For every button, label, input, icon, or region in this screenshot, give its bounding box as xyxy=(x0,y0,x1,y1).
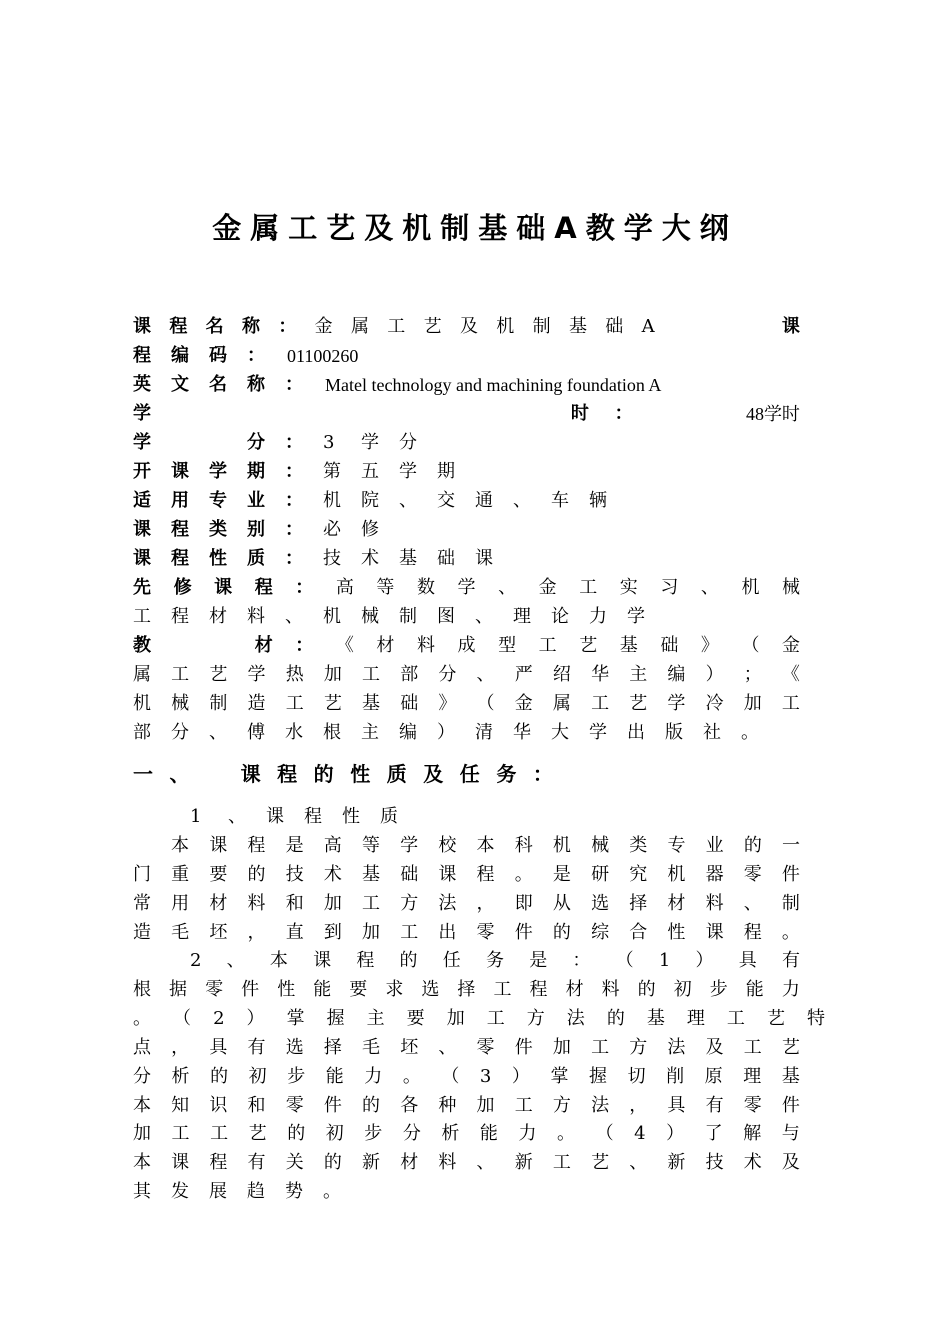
nature-body-3: 常 用 材 料 和 加 工 方 法 ， 即 从 选 择 材 料 、 制 xyxy=(133,893,800,914)
textbook-line-2: 属 工 艺 学 热 加 工 部 分 、 严 绍 华 主 编 ） ； 《 xyxy=(133,664,800,685)
textbook-line-3: 机 械 制 造 工 艺 基 础 》 （ 金 属 工 艺 学 冷 加 工 xyxy=(133,693,800,714)
task-body-9: 其 发 展 趋 势 。 xyxy=(133,1181,341,1202)
hours-line: 学 时 ： 48学时 xyxy=(133,403,800,424)
task-body-8: 本 课 程 有 关 的 新 材 料 、 新 工 艺 、 新 技 术 及 xyxy=(133,1152,800,1173)
nature-subtitle: 1 、 课 程 性 质 xyxy=(190,806,398,827)
prereq-line-2: 工 程 材 料 、 机 械 制 图 、 理 论 力 学 xyxy=(133,606,645,627)
task-body-5: 分 析 的 初 步 能 力 。 （ 3 ） 掌 握 切 削 原 理 基 xyxy=(133,1066,800,1087)
course-name-line: 课 程 名 称 ： 金 属 工 艺 及 机 制 基 础 A 课 xyxy=(133,316,800,337)
task-body-3: 。 （ 2 ） 掌 握 主 要 加 工 方 法 的 基 理 工 艺 特 xyxy=(133,1008,825,1029)
textbook-line-4: 部 分 、 傅 水 根 主 编 ） 清 华 大 学 出 版 社 。 xyxy=(133,722,759,743)
task-body-1: 2 、 本 课 程 的 任 务 是 ： （ 1 ） 具 有 xyxy=(190,950,800,971)
task-body-7: 加 工 工 艺 的 初 步 分 析 能 力 。 （ 4 ） 了 解 与 xyxy=(133,1123,800,1144)
course-code-line: 程 编 码 ： 01100260 xyxy=(133,345,359,366)
major-line: 适 用 专 业 ： 机 院 、 交 通 、 车 辆 xyxy=(133,490,607,511)
task-body-6: 本 知 识 和 零 件 的 各 种 加 工 方 法 ， 具 有 零 件 xyxy=(133,1095,800,1116)
type-line: 课 程 类 别 ： 必 修 xyxy=(133,519,379,540)
nature-body-4: 造 毛 坯 ， 直 到 加 工 出 零 件 的 综 合 性 课 程 。 xyxy=(133,922,800,943)
nature-body-1: 本 课 程 是 高 等 学 校 本 科 机 械 类 专 业 的 一 xyxy=(171,835,800,856)
document-title: 金属工艺及机制基础A教学大纲 xyxy=(212,211,738,245)
task-body-2: 根 据 零 件 性 能 要 求 选 择 工 程 材 料 的 初 步 能 力 xyxy=(133,979,800,1000)
english-name-line: 英 文 名 称 ： Matel technology and machining foundation A xyxy=(133,374,662,395)
section-heading: 一 、 课 程 的 性 质 及 任 务 ： xyxy=(133,762,553,786)
credit-line: 学 分 ： 3 学 分 xyxy=(133,432,417,453)
prereq-line-1: 先 修 课 程 ： 高 等 数 学 、 金 工 实 习 、 机 械 xyxy=(133,577,800,598)
nature-body-2: 门 重 要 的 技 术 基 础 课 程 。 是 研 究 机 器 零 件 xyxy=(133,864,800,885)
nature-line: 课 程 性 质 ： 技 术 基 础 课 xyxy=(133,548,493,569)
textbook-line-1: 教 材 ： 《 材 料 成 型 工 艺 基 础 》 （ 金 xyxy=(133,635,800,656)
task-body-4: 点 ， 具 有 选 择 毛 坯 、 零 件 加 工 方 法 及 工 艺 xyxy=(133,1037,800,1058)
term-line: 开 课 学 期 ： 第 五 学 期 xyxy=(133,461,455,482)
